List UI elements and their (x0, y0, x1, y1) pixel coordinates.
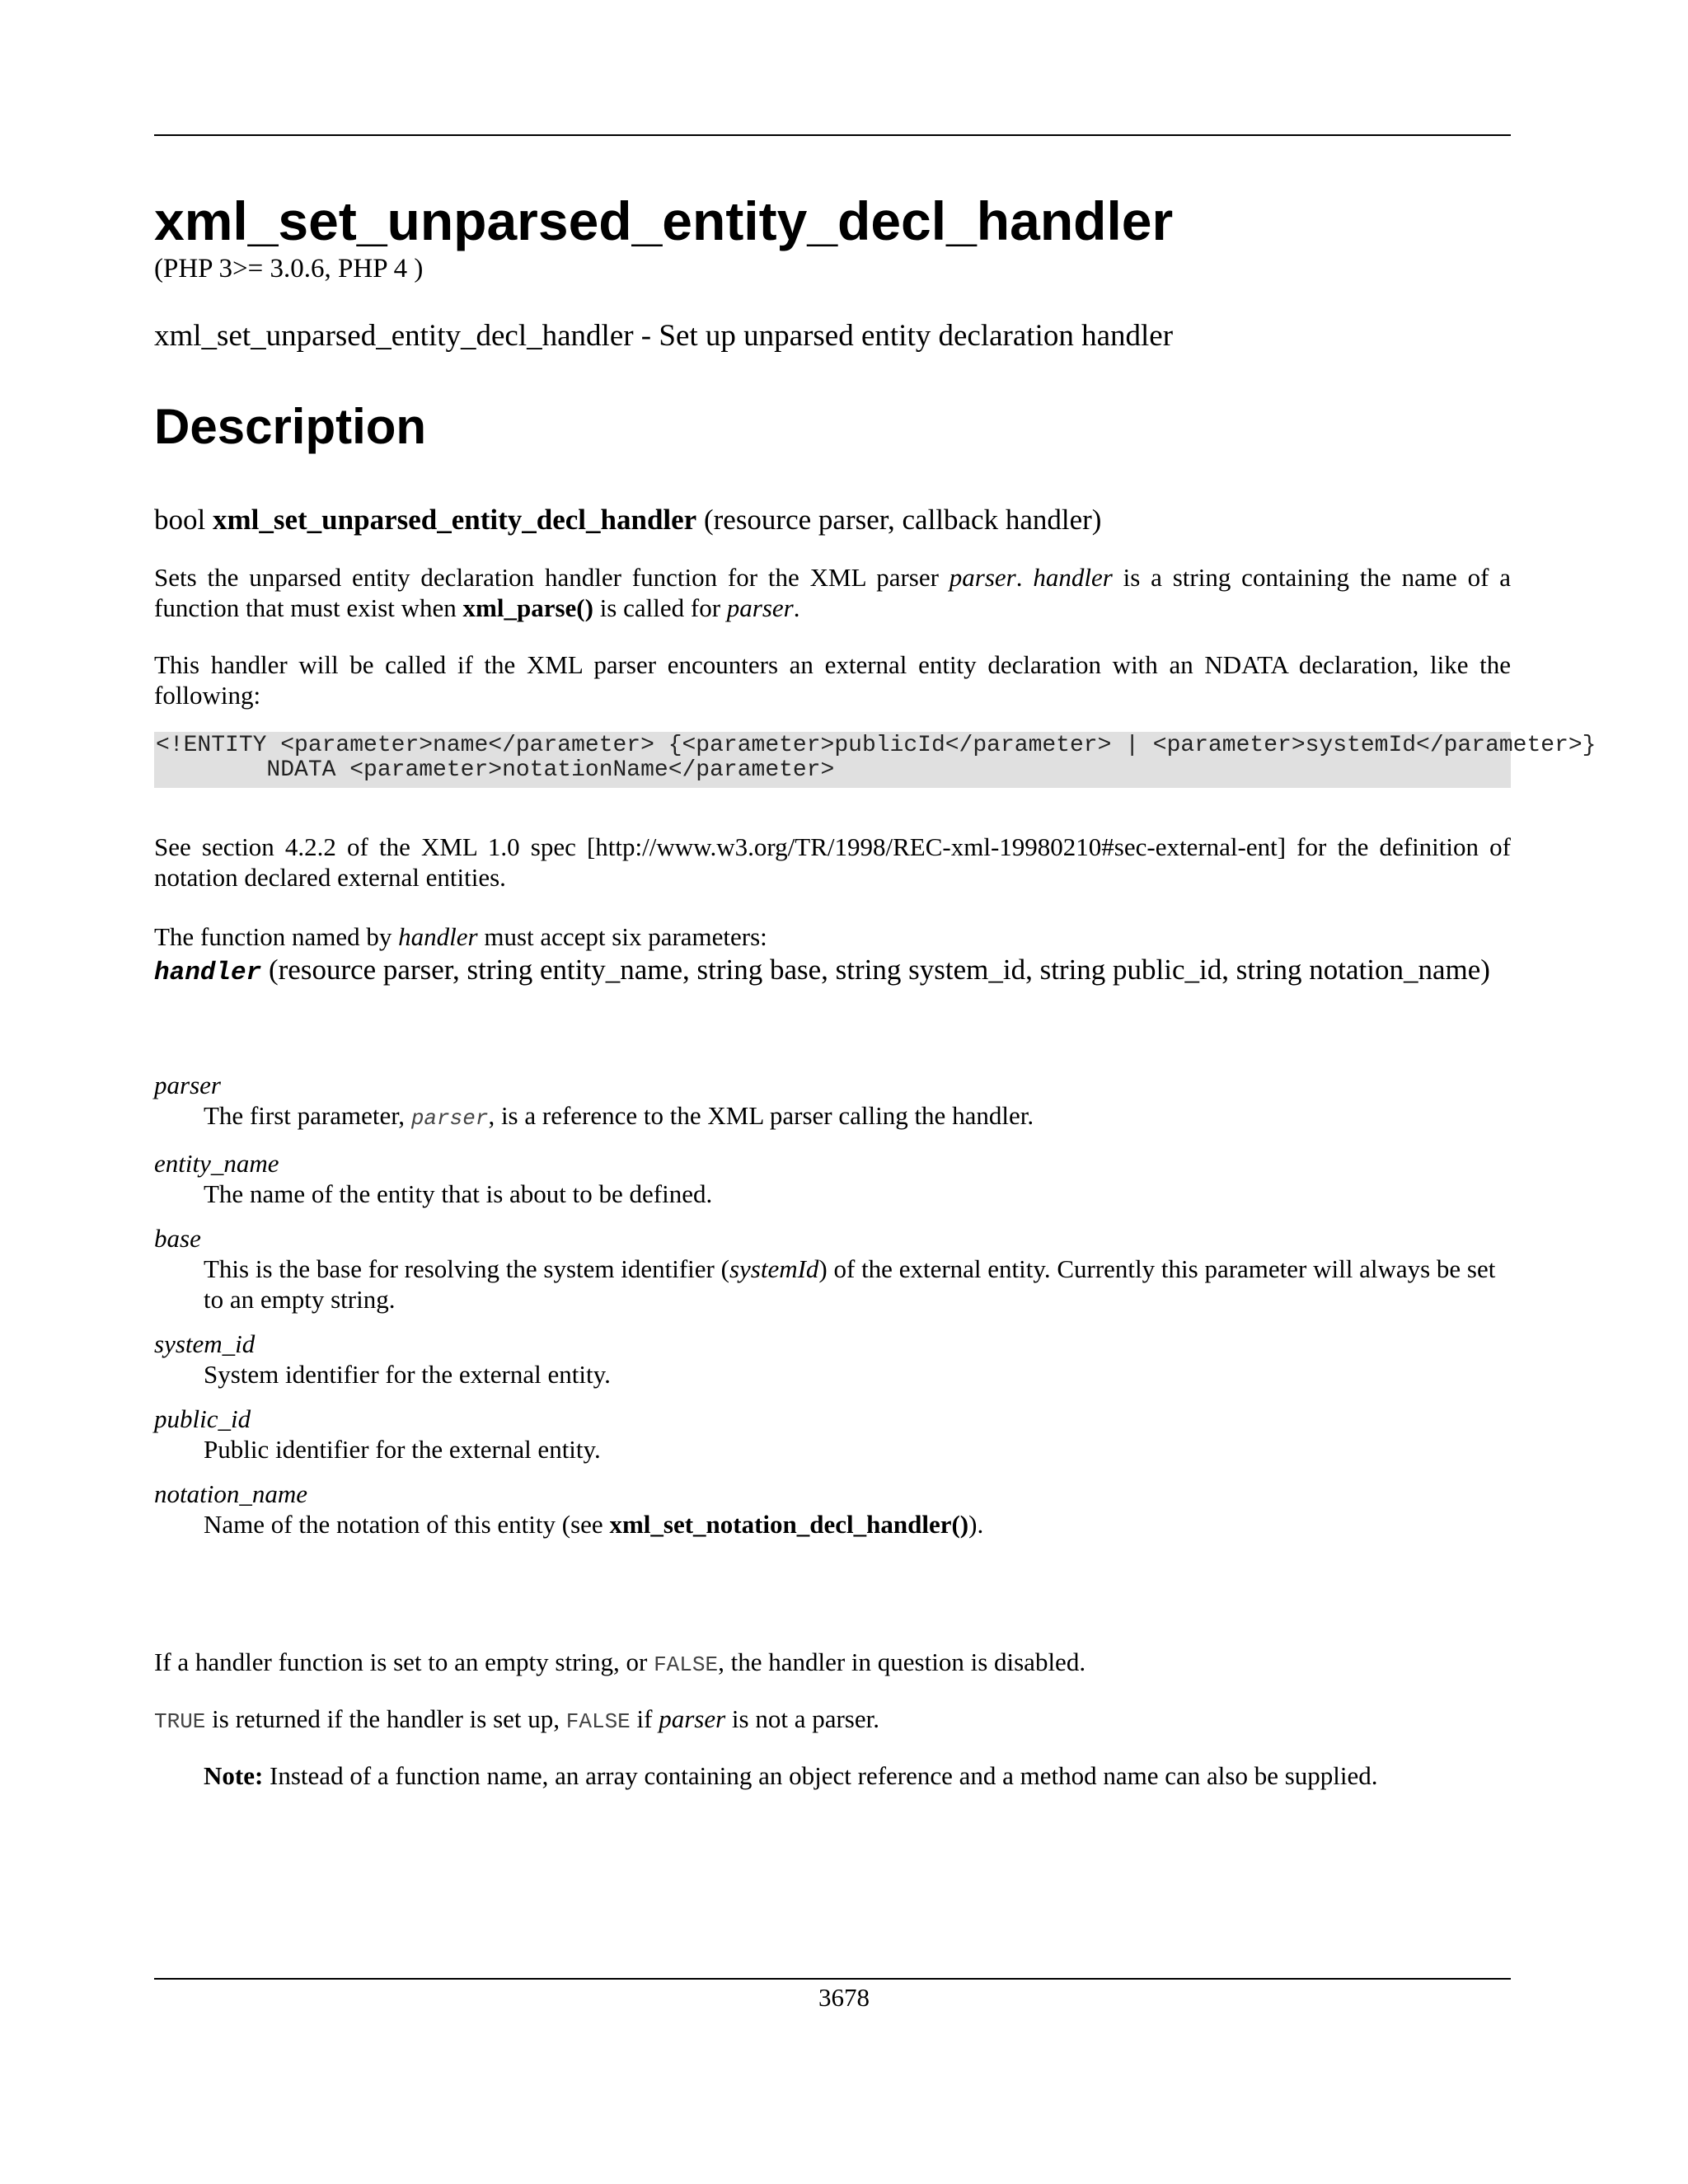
code-line-2: NDATA <parameter>notationName</parameter> (156, 757, 835, 783)
param-term: base (154, 1224, 201, 1253)
param-description: Name of the notation of this entity (see xml_set_notation_decl_handler()). (204, 1510, 984, 1539)
note (204, 1760, 1378, 1791)
footer-rule (154, 1978, 1511, 1980)
function-name: xml_set_unparsed_entity_decl_handler (212, 504, 697, 536)
param-base (154, 1223, 1511, 1315)
handler-trigger-paragraph: This handler will be called if the XML parser encounters an external entity declaration with an NDATA declaration, like the following: (154, 650, 1511, 710)
notation-decl-function: xml_set_notation_decl_handler() (609, 1510, 969, 1539)
handler-name: handler (154, 958, 262, 987)
param-term: system_id (154, 1329, 256, 1358)
param-description: The name of the entity that is about to be defined. (204, 1179, 713, 1208)
version-info: (PHP 3>= 3.0.6, PHP 4 ) (154, 254, 424, 284)
disable-handler-paragraph: If a handler function is set to an empty string, or FALSE, the handler in question is disabled. (154, 1647, 1086, 1677)
code-line-1: <!ENTITY <parameter>name</parameter> {<parameter>publicId</parameter> | <parameter>systemId</parameter>} (156, 733, 1597, 758)
param-notation-name (154, 1479, 1511, 1540)
param-description: This is the base for resolving the system identifier (systemId) of the external entity. Currently this parameter will always be set to an empty string. (204, 1254, 1496, 1314)
note-label: Note: (204, 1761, 264, 1790)
param-term: parser (154, 1071, 221, 1099)
return-value-paragraph: TRUE is returned if the handler is set up, FALSE if parser is not a parser. (154, 1704, 879, 1734)
param-public-id (154, 1404, 1511, 1465)
page-number: 3678 (818, 1983, 870, 2012)
param-parser (154, 1070, 1511, 1134)
false-constant: FALSE (654, 1652, 719, 1677)
page-title: xml_set_unparsed_entity_decl_handler (154, 190, 1174, 251)
header-rule (154, 134, 1511, 136)
param-term: notation_name (154, 1479, 307, 1508)
ref-purpose: xml_set_unparsed_entity_decl_handler - Set up unparsed entity declaration handler (154, 319, 1174, 353)
function-synopsis (154, 502, 1101, 538)
parameter-list (154, 1070, 1511, 1554)
handler-params-intro: The function named by handler must accept six parameters: (154, 922, 767, 951)
code-example (156, 733, 1596, 783)
false-constant: FALSE (565, 1709, 631, 1734)
spec-reference-paragraph: See section 4.2.2 of the XML 1.0 spec [http://www.w3.org/TR/1998/REC-xml-19980210#sec-external-ent] for the definition of notation declared external entities. (154, 832, 1511, 892)
note-text: Instead of a function name, an array containing an object reference and a method name can also be supplied. (263, 1761, 1378, 1790)
param-term: public_id (154, 1404, 251, 1433)
true-constant: TRUE (154, 1709, 206, 1734)
description-heading: Description (154, 399, 427, 454)
param-entity-name (154, 1148, 1511, 1209)
xml-parse-function: xml_parse() (462, 593, 593, 622)
param-description: System identifier for the external entity. (204, 1360, 611, 1389)
handler-params: (resource parser, string entity_name, string base, string system_id, string public_id, string notation_name) (261, 954, 1490, 986)
param-description: Public identifier for the external entity. (204, 1435, 601, 1464)
function-params: (resource parser, callback handler) (703, 504, 1102, 536)
param-term: entity_name (154, 1149, 279, 1178)
param-system-id (154, 1329, 1511, 1390)
param-description: The first parameter, parser, is a reference to the XML parser calling the handler. (204, 1101, 1034, 1131)
handler-prototype (154, 953, 1511, 991)
return-type: bool (154, 504, 206, 536)
intro-paragraph: Sets the unparsed entity declaration handler function for the XML parser parser. handler is a string containing the name of a function that must exist when xml_parse() is called for parser. (154, 563, 1512, 622)
